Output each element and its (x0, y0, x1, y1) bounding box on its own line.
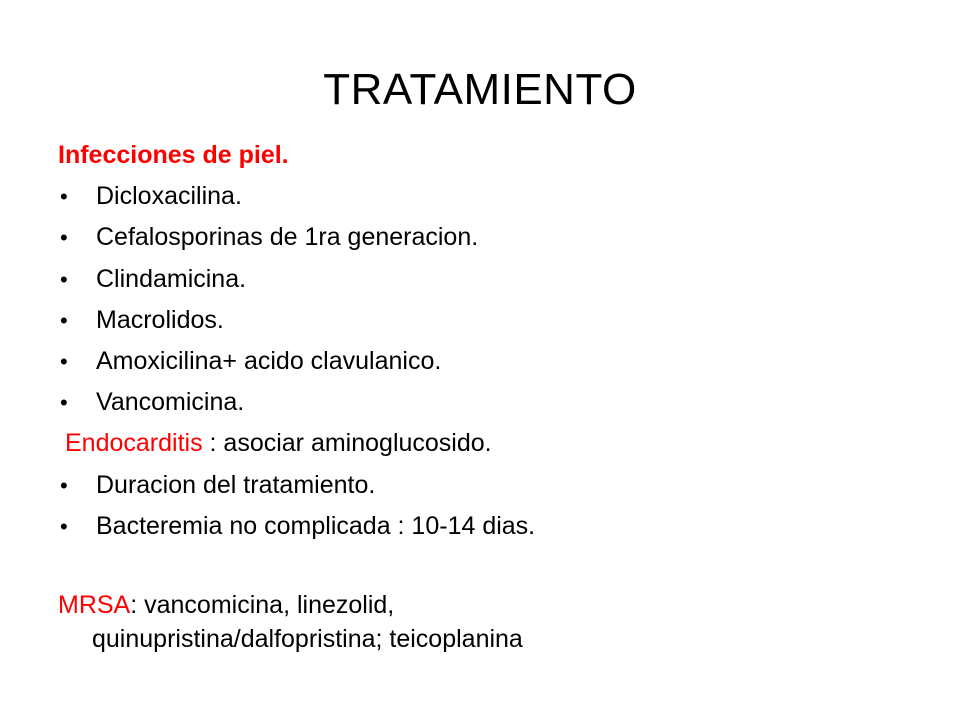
bullet-item (58, 217, 918, 258)
bullet-icon: • (60, 266, 68, 292)
bullet-text: Vancomicina. (96, 388, 245, 417)
mrsa-term: MRSA (58, 591, 131, 620)
bullet-icon: • (60, 184, 68, 210)
bullet-text: Dicloxacilina. (96, 182, 242, 211)
bullet-item (58, 382, 918, 423)
bullet-item (58, 259, 918, 300)
bullet-item (58, 506, 918, 547)
bullet-icon: • (60, 472, 68, 498)
slide-title: TRATAMIENTO (323, 65, 637, 114)
bullet-icon: • (60, 225, 68, 251)
bullet-text: Amoxicilina+ acido clavulanico. (96, 346, 442, 375)
endocarditis-text: : asociar aminoglucosido. (202, 429, 492, 458)
mrsa-line (58, 588, 918, 622)
bullet-item (58, 300, 918, 341)
slide-content (58, 135, 918, 656)
endocarditis-term: Endocarditis (65, 429, 203, 458)
bullet-item (58, 176, 918, 217)
endocarditis-line (58, 423, 918, 464)
spacer (58, 547, 918, 588)
bullet-text: Macrolidos. (96, 305, 224, 334)
mrsa-paragraph (58, 588, 918, 656)
bullet-item (58, 341, 918, 382)
bullet-text: Duracion del tratamiento. (96, 470, 376, 499)
bullet-icon: • (60, 390, 68, 416)
bullet-text: Clindamicina. (96, 264, 247, 293)
bullet-text: Bacteremia no complicada : 10-14 dias. (96, 511, 536, 540)
bullet-text: Cefalosporinas de 1ra generacion. (96, 223, 479, 252)
bullet-icon: • (60, 348, 68, 374)
mrsa-text: : vancomicina, linezolid, (130, 591, 395, 620)
bullet-icon: • (60, 307, 68, 333)
mrsa-continuation: quinupristina/dalfopristina; teicoplanina (92, 625, 523, 654)
section-heading: Infecciones de piel. (58, 141, 289, 169)
bullet-item (58, 465, 918, 506)
bullet-icon: • (60, 513, 68, 539)
